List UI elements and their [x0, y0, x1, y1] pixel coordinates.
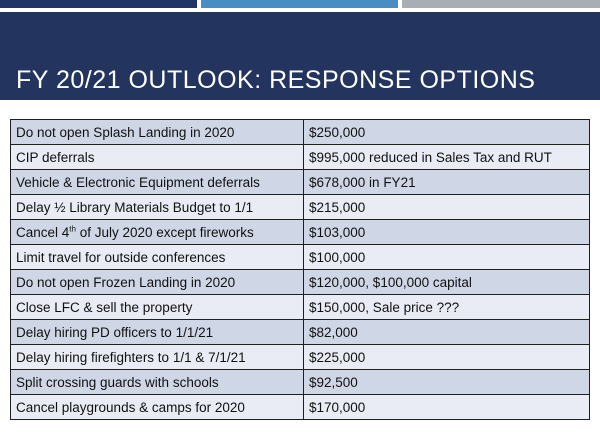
ordinal-superscript: th: [69, 224, 76, 233]
option-text-post: of July 2020 except fireworks: [75, 224, 254, 240]
impact-cell: $215,000: [304, 195, 590, 220]
impact-cell: $250,000: [304, 120, 590, 145]
option-text-pre: Cancel 4: [16, 224, 70, 240]
table-row: [11, 245, 590, 270]
impact-cell: $995,000 reduced in Sales Tax and RUT: [304, 145, 590, 170]
option-cell: Delay ½ Library Materials Budget to 1/1: [11, 195, 304, 220]
impact-cell: $150,000, Sale price ???: [304, 295, 590, 320]
option-cell: Delay hiring PD officers to 1/1/21: [11, 320, 304, 345]
table-row: [11, 170, 590, 195]
option-cell: Do not open Splash Landing in 2020: [11, 120, 304, 145]
table-row: [11, 370, 590, 395]
slide-title: FY 20/21 OUTLOOK: RESPONSE OPTIONS: [16, 66, 536, 94]
option-cell: Cancel playgrounds & camps for 2020: [11, 395, 304, 420]
accent-bar-gray: [402, 0, 600, 8]
option-cell: CIP deferrals: [11, 145, 304, 170]
option-cell: Delay hiring firefighters to 1/1 & 7/1/21: [11, 345, 304, 370]
option-cell: Do not open Frozen Landing in 2020: [11, 270, 304, 295]
table-row: [11, 270, 590, 295]
option-cell: Limit travel for outside conferences: [11, 245, 304, 270]
impact-cell: $170,000: [304, 395, 590, 420]
table-row: [11, 195, 590, 220]
accent-bar-blue: [201, 0, 398, 8]
impact-cell: $103,000: [304, 220, 590, 245]
option-cell: Vehicle & Electronic Equipment deferrals: [11, 170, 304, 195]
impact-cell: $678,000 in FY21: [304, 170, 590, 195]
impact-cell: $82,000: [304, 320, 590, 345]
impact-cell: $100,000: [304, 245, 590, 270]
table-row: [11, 145, 590, 170]
response-options-table: [10, 119, 590, 420]
table-row: [11, 120, 590, 145]
option-cell: Split crossing guards with schools: [11, 370, 304, 395]
accent-bar-dark: [0, 0, 197, 8]
impact-cell: $92,500: [304, 370, 590, 395]
table-row: [11, 320, 590, 345]
table-row: [11, 395, 590, 420]
impact-cell: $225,000: [304, 345, 590, 370]
option-cell: Close LFC & sell the property: [11, 295, 304, 320]
option-cell: [11, 220, 304, 245]
table-row: [11, 220, 590, 245]
impact-cell: $120,000, $100,000 capital: [304, 270, 590, 295]
table-row: [11, 295, 590, 320]
table-row: [11, 345, 590, 370]
